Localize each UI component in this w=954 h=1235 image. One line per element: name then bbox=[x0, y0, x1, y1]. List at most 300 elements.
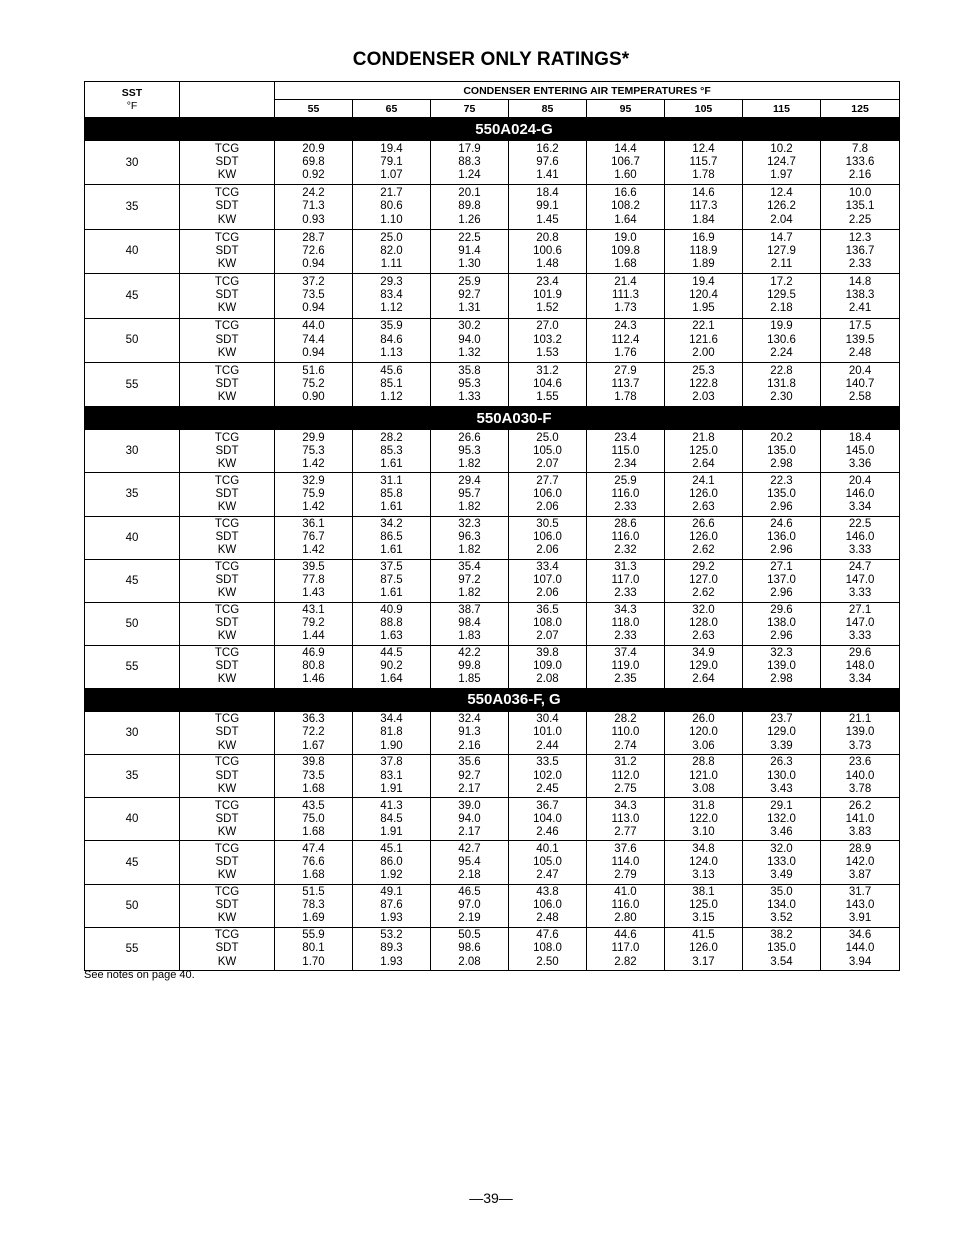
rating-value: 21.7 bbox=[380, 187, 403, 200]
metric-label: SDT bbox=[215, 617, 239, 630]
rating-value: 45.6 bbox=[380, 364, 403, 377]
rating-value: 1.45 bbox=[536, 213, 559, 226]
rating-value: 87.6 bbox=[380, 899, 403, 912]
rating-value: 14.7 bbox=[770, 231, 793, 244]
temp-header-95: 95 bbox=[587, 100, 665, 118]
rating-value: 3.34 bbox=[848, 501, 872, 514]
rating-cell bbox=[275, 430, 353, 473]
rating-value: 1.85 bbox=[458, 673, 481, 686]
metric-label: TCG bbox=[214, 231, 240, 244]
rating-value: 20.4 bbox=[848, 474, 872, 487]
rating-value: 39.8 bbox=[302, 756, 325, 769]
rating-value: 20.1 bbox=[458, 187, 481, 200]
rating-cell bbox=[509, 927, 587, 970]
rating-cell bbox=[509, 430, 587, 473]
rating-cell bbox=[665, 884, 743, 927]
rating-value: 34.4 bbox=[380, 713, 403, 726]
metric-label: TCG bbox=[214, 885, 240, 898]
rating-cell bbox=[275, 318, 353, 362]
rating-value: 3.54 bbox=[770, 955, 793, 968]
metric-label: SDT bbox=[215, 899, 239, 912]
rating-cell bbox=[821, 430, 900, 473]
metric-labels bbox=[180, 318, 275, 362]
rating-value: 28.7 bbox=[302, 231, 325, 244]
rating-value: 14.8 bbox=[848, 276, 872, 289]
rating-value: 113.7 bbox=[611, 378, 640, 391]
rating-value: 103.2 bbox=[533, 333, 562, 346]
rating-value: 91.4 bbox=[458, 244, 481, 257]
rating-value: 31.8 bbox=[692, 799, 715, 812]
rating-value: 12.4 bbox=[692, 142, 715, 155]
rating-cell bbox=[353, 473, 431, 516]
rating-cell bbox=[509, 559, 587, 602]
table-row bbox=[85, 798, 900, 841]
rating-value: 2.30 bbox=[770, 391, 793, 404]
rating-cell bbox=[743, 362, 821, 406]
rating-value: 1.13 bbox=[380, 346, 403, 359]
rating-value: 33.4 bbox=[536, 560, 559, 573]
rating-value: 31.2 bbox=[614, 756, 637, 769]
rating-cell bbox=[587, 798, 665, 841]
rating-cell bbox=[821, 318, 900, 362]
table-row bbox=[85, 711, 900, 754]
metric-label: TCG bbox=[214, 474, 240, 487]
rating-value: 26.6 bbox=[692, 517, 715, 530]
sst-value: 50 bbox=[85, 318, 180, 362]
metric-label: TCG bbox=[214, 320, 240, 333]
rating-value: 28.2 bbox=[380, 431, 403, 444]
rating-value: 1.83 bbox=[458, 630, 481, 643]
metric-label: SDT bbox=[215, 530, 239, 543]
rating-cell bbox=[431, 274, 509, 318]
rating-value: 14.4 bbox=[614, 142, 637, 155]
rating-value: 0.92 bbox=[302, 169, 325, 182]
sst-label: SST bbox=[121, 86, 143, 99]
rating-value: 26.2 bbox=[848, 799, 872, 812]
rating-cell bbox=[587, 274, 665, 318]
rating-value: 3.33 bbox=[848, 544, 872, 557]
rating-value: 83.4 bbox=[380, 289, 403, 302]
sst-value: 30 bbox=[85, 711, 180, 754]
rating-cell bbox=[275, 516, 353, 559]
rating-value: 16.6 bbox=[614, 187, 637, 200]
metric-label: SDT bbox=[215, 244, 239, 257]
rating-value: 22.5 bbox=[458, 231, 481, 244]
rating-value: 141.0 bbox=[845, 812, 875, 825]
rating-cell bbox=[587, 645, 665, 688]
rating-value: 2.58 bbox=[848, 391, 872, 404]
metric-label: SDT bbox=[215, 487, 239, 500]
rating-value: 140.0 bbox=[845, 769, 875, 782]
rating-value: 1.24 bbox=[458, 169, 481, 182]
rating-value: 109.8 bbox=[611, 244, 640, 257]
metric-labels bbox=[180, 141, 275, 185]
rating-cell bbox=[587, 927, 665, 970]
rating-value: 126.0 bbox=[689, 530, 718, 543]
rating-cell bbox=[431, 430, 509, 473]
rating-value: 2.63 bbox=[692, 501, 715, 514]
rating-cell bbox=[353, 274, 431, 318]
rating-value: 23.7 bbox=[770, 713, 793, 726]
model-name: 550A030-F bbox=[476, 409, 552, 427]
table-row bbox=[85, 927, 900, 970]
sst-value: 45 bbox=[85, 274, 180, 318]
rating-value: 20.9 bbox=[302, 142, 325, 155]
rating-cell bbox=[665, 362, 743, 406]
rating-value: 39.8 bbox=[536, 647, 559, 660]
rating-value: 45.1 bbox=[380, 842, 403, 855]
rating-value: 98.4 bbox=[458, 617, 481, 630]
rating-value: 19.4 bbox=[380, 142, 403, 155]
rating-value: 1.69 bbox=[302, 912, 325, 925]
rating-value: 16.2 bbox=[536, 142, 559, 155]
rating-value: 82.0 bbox=[380, 244, 403, 257]
rating-value: 20.4 bbox=[848, 364, 872, 377]
rating-cell bbox=[353, 798, 431, 841]
metric-label: KW bbox=[217, 673, 237, 686]
rating-value: 33.5 bbox=[536, 756, 559, 769]
rating-value: 125.0 bbox=[689, 444, 718, 457]
rating-value: 26.0 bbox=[692, 713, 715, 726]
rating-cell bbox=[353, 516, 431, 559]
rating-cell bbox=[743, 473, 821, 516]
rating-value: 2.77 bbox=[614, 825, 637, 838]
rating-value: 36.3 bbox=[302, 713, 325, 726]
metric-label: TCG bbox=[214, 364, 240, 377]
rating-value: 20.2 bbox=[770, 431, 793, 444]
rating-value: 10.2 bbox=[770, 142, 793, 155]
metric-labels bbox=[180, 362, 275, 406]
rating-cell bbox=[275, 559, 353, 602]
rating-value: 1.44 bbox=[302, 630, 325, 643]
rating-cell bbox=[275, 602, 353, 645]
rating-value: 99.8 bbox=[458, 660, 481, 673]
rating-cell bbox=[743, 229, 821, 273]
rating-value: 139.5 bbox=[845, 333, 875, 346]
metric-label: TCG bbox=[214, 517, 240, 530]
rating-value: 32.4 bbox=[458, 713, 481, 726]
rating-value: 1.90 bbox=[380, 739, 403, 752]
rating-value: 2.17 bbox=[458, 825, 481, 838]
rating-value: 114.0 bbox=[611, 855, 640, 868]
rating-cell bbox=[665, 841, 743, 884]
rating-value: 2.06 bbox=[536, 501, 559, 514]
rating-cell bbox=[665, 798, 743, 841]
rating-cell bbox=[821, 185, 900, 229]
rating-value: 35.4 bbox=[458, 560, 481, 573]
rating-cell bbox=[353, 229, 431, 273]
rating-value: 1.68 bbox=[614, 258, 637, 271]
rating-value: 53.2 bbox=[380, 929, 403, 942]
rating-value: 116.0 bbox=[611, 530, 640, 543]
rating-value: 133.0 bbox=[767, 855, 796, 868]
metric-label: SDT bbox=[215, 942, 239, 955]
metric-label: KW bbox=[217, 258, 237, 271]
rating-value: 2.33 bbox=[614, 630, 637, 643]
rating-value: 116.0 bbox=[611, 899, 640, 912]
rating-cell bbox=[509, 141, 587, 185]
model-section-header bbox=[85, 688, 900, 711]
rating-cell bbox=[587, 516, 665, 559]
rating-value: 108.0 bbox=[533, 617, 562, 630]
rating-value: 25.9 bbox=[458, 276, 481, 289]
rating-value: 3.73 bbox=[848, 739, 872, 752]
rating-value: 1.64 bbox=[614, 213, 637, 226]
rating-value: 101.9 bbox=[533, 289, 562, 302]
rating-value: 17.9 bbox=[458, 142, 481, 155]
metric-label: KW bbox=[217, 955, 237, 968]
rating-value: 75.3 bbox=[302, 444, 325, 457]
table-row bbox=[85, 559, 900, 602]
rating-value: 135.0 bbox=[767, 487, 796, 500]
rating-value: 24.6 bbox=[770, 517, 793, 530]
table-row bbox=[85, 602, 900, 645]
metric-label: KW bbox=[217, 869, 237, 882]
rating-value: 36.7 bbox=[536, 799, 559, 812]
rating-value: 118.9 bbox=[689, 244, 718, 257]
sst-value: 45 bbox=[85, 559, 180, 602]
rating-value: 72.6 bbox=[302, 244, 325, 257]
rating-value: 29.2 bbox=[692, 560, 715, 573]
footnote: See notes on page 40. bbox=[84, 969, 195, 981]
rating-value: 1.61 bbox=[380, 544, 403, 557]
rating-value: 83.1 bbox=[380, 769, 403, 782]
rating-cell bbox=[353, 430, 431, 473]
rating-value: 95.4 bbox=[458, 855, 481, 868]
rating-cell bbox=[821, 927, 900, 970]
rating-value: 3.34 bbox=[848, 673, 872, 686]
metric-label: SDT bbox=[215, 378, 239, 391]
rating-value: 2.48 bbox=[536, 912, 559, 925]
rating-value: 1.42 bbox=[302, 501, 325, 514]
rating-value: 116.0 bbox=[611, 487, 640, 500]
sst-value: 35 bbox=[85, 185, 180, 229]
rating-value: 41.3 bbox=[380, 799, 403, 812]
rating-cell bbox=[665, 602, 743, 645]
rating-cell bbox=[587, 755, 665, 798]
rating-value: 2.62 bbox=[692, 587, 715, 600]
rating-value: 137.0 bbox=[767, 574, 796, 587]
rating-value: 136.7 bbox=[845, 244, 875, 257]
rating-value: 32.9 bbox=[302, 474, 325, 487]
rating-value: 2.07 bbox=[536, 630, 559, 643]
rating-cell bbox=[353, 362, 431, 406]
rating-value: 146.0 bbox=[845, 487, 875, 500]
model-section-header bbox=[85, 407, 900, 430]
rating-value: 1.30 bbox=[458, 258, 481, 271]
rating-cell bbox=[431, 841, 509, 884]
rating-value: 148.0 bbox=[845, 660, 875, 673]
temp-header-115: 115 bbox=[743, 100, 821, 118]
metric-label: KW bbox=[217, 213, 237, 226]
rating-value: 1.42 bbox=[302, 544, 325, 557]
rating-value: 85.8 bbox=[380, 487, 403, 500]
rating-value: 3.52 bbox=[770, 912, 793, 925]
rating-cell bbox=[665, 274, 743, 318]
metric-labels bbox=[180, 711, 275, 754]
condenser-ratings-table bbox=[84, 81, 900, 971]
rating-value: 1.93 bbox=[380, 912, 403, 925]
rating-value: 2.96 bbox=[770, 630, 793, 643]
rating-value: 1.52 bbox=[536, 302, 559, 315]
rating-value: 85.3 bbox=[380, 444, 403, 457]
rating-value: 84.6 bbox=[380, 333, 403, 346]
rating-cell bbox=[509, 645, 587, 688]
rating-value: 106.0 bbox=[533, 899, 562, 912]
metric-labels bbox=[180, 602, 275, 645]
metric-label: SDT bbox=[215, 769, 239, 782]
rating-value: 29.1 bbox=[770, 799, 793, 812]
rating-value: 27.9 bbox=[614, 364, 637, 377]
temp-header-85: 85 bbox=[509, 100, 587, 118]
rating-cell bbox=[665, 430, 743, 473]
rating-value: 145.0 bbox=[845, 444, 875, 457]
rating-value: 102.0 bbox=[533, 769, 562, 782]
rating-value: 3.46 bbox=[770, 825, 793, 838]
rating-cell bbox=[509, 362, 587, 406]
metric-label: KW bbox=[217, 630, 237, 643]
rating-value: 35.9 bbox=[380, 320, 403, 333]
rating-value: 38.2 bbox=[770, 929, 793, 942]
rating-value: 37.5 bbox=[380, 560, 403, 573]
rating-value: 50.5 bbox=[458, 929, 481, 942]
rating-cell bbox=[665, 473, 743, 516]
rating-value: 2.18 bbox=[770, 302, 793, 315]
rating-value: 10.0 bbox=[848, 187, 872, 200]
rating-cell bbox=[821, 141, 900, 185]
rating-cell bbox=[431, 318, 509, 362]
metric-label: KW bbox=[217, 739, 237, 752]
rating-value: 42.2 bbox=[458, 647, 481, 660]
sst-value: 30 bbox=[85, 430, 180, 473]
rating-value: 95.3 bbox=[458, 444, 481, 457]
model-name: 550A036-F, G bbox=[467, 691, 561, 709]
page-number: —39— bbox=[469, 1190, 513, 1206]
rating-value: 1.84 bbox=[692, 213, 715, 226]
rating-value: 27.1 bbox=[770, 560, 793, 573]
table-row bbox=[85, 141, 900, 185]
rating-cell bbox=[509, 798, 587, 841]
rating-cell bbox=[509, 473, 587, 516]
rating-cell bbox=[821, 559, 900, 602]
rating-value: 107.0 bbox=[533, 574, 562, 587]
metric-label: KW bbox=[217, 825, 237, 838]
rating-value: 146.0 bbox=[845, 530, 875, 543]
rating-value: 1.63 bbox=[380, 630, 403, 643]
rating-cell bbox=[821, 645, 900, 688]
rating-value: 106.0 bbox=[533, 530, 562, 543]
rating-value: 3.43 bbox=[770, 782, 793, 795]
rating-cell bbox=[509, 841, 587, 884]
rating-value: 126.0 bbox=[689, 487, 718, 500]
rating-value: 2.98 bbox=[770, 457, 793, 470]
rating-cell bbox=[743, 755, 821, 798]
rating-value: 2.07 bbox=[536, 457, 559, 470]
rating-value: 14.6 bbox=[692, 187, 715, 200]
rating-cell bbox=[743, 185, 821, 229]
rating-value: 30.2 bbox=[458, 320, 481, 333]
rating-value: 24.1 bbox=[692, 474, 715, 487]
rating-cell bbox=[275, 185, 353, 229]
rating-value: 25.0 bbox=[536, 431, 559, 444]
rating-value: 26.3 bbox=[770, 756, 793, 769]
rating-value: 2.75 bbox=[614, 782, 637, 795]
rating-cell bbox=[743, 430, 821, 473]
rating-cell bbox=[353, 711, 431, 754]
rating-cell bbox=[665, 516, 743, 559]
rating-value: 1.78 bbox=[692, 169, 715, 182]
metric-labels bbox=[180, 559, 275, 602]
rating-value: 29.4 bbox=[458, 474, 481, 487]
rating-cell bbox=[275, 473, 353, 516]
rating-value: 34.3 bbox=[614, 799, 637, 812]
rating-value: 125.0 bbox=[689, 899, 718, 912]
rating-cell bbox=[509, 185, 587, 229]
rating-value: 130.6 bbox=[767, 333, 796, 346]
metric-label: TCG bbox=[214, 560, 240, 573]
rating-value: 142.0 bbox=[845, 855, 875, 868]
rating-value: 2.00 bbox=[692, 346, 715, 359]
rating-value: 34.9 bbox=[692, 647, 715, 660]
rating-value: 112.4 bbox=[611, 333, 640, 346]
rating-cell bbox=[665, 229, 743, 273]
rating-value: 1.53 bbox=[536, 346, 559, 359]
rating-value: 1.68 bbox=[302, 869, 325, 882]
rating-value: 47.4 bbox=[302, 842, 325, 855]
rating-value: 117.3 bbox=[689, 200, 718, 213]
rating-value: 19.0 bbox=[614, 231, 637, 244]
metric-labels bbox=[180, 274, 275, 318]
metric-label: KW bbox=[217, 457, 237, 470]
metric-label: KW bbox=[217, 346, 237, 359]
rating-value: 19.4 bbox=[692, 276, 715, 289]
rating-value: 3.87 bbox=[848, 869, 872, 882]
rating-value: 0.94 bbox=[302, 302, 325, 315]
rating-value: 17.5 bbox=[848, 320, 872, 333]
rating-value: 1.70 bbox=[302, 955, 325, 968]
rating-value: 71.3 bbox=[302, 200, 325, 213]
rating-value: 105.0 bbox=[533, 855, 562, 868]
metric-labels bbox=[180, 473, 275, 516]
rating-value: 28.9 bbox=[848, 842, 872, 855]
rating-value: 130.0 bbox=[767, 769, 796, 782]
rating-value: 21.4 bbox=[614, 276, 637, 289]
metric-label: TCG bbox=[214, 929, 240, 942]
rating-value: 1.07 bbox=[380, 169, 403, 182]
rating-cell bbox=[743, 602, 821, 645]
rating-value: 0.93 bbox=[302, 213, 325, 226]
rating-value: 79.2 bbox=[302, 617, 325, 630]
rating-value: 106.7 bbox=[611, 156, 640, 169]
rating-value: 47.6 bbox=[536, 929, 559, 942]
metric-label: SDT bbox=[215, 200, 239, 213]
rating-value: 2.24 bbox=[770, 346, 793, 359]
rating-value: 143.0 bbox=[845, 899, 875, 912]
rating-value: 3.17 bbox=[692, 955, 715, 968]
rating-value: 129.0 bbox=[767, 726, 796, 739]
rating-value: 113.0 bbox=[611, 812, 640, 825]
rating-value: 1.32 bbox=[458, 346, 481, 359]
rating-value: 2.46 bbox=[536, 825, 559, 838]
rating-value: 2.80 bbox=[614, 912, 637, 925]
rating-value: 2.96 bbox=[770, 587, 793, 600]
rating-value: 76.6 bbox=[302, 855, 325, 868]
rating-value: 1.82 bbox=[458, 501, 481, 514]
rating-value: 91.3 bbox=[458, 726, 481, 739]
rating-value: 32.0 bbox=[770, 842, 793, 855]
metric-labels bbox=[180, 927, 275, 970]
metric-labels bbox=[180, 229, 275, 273]
